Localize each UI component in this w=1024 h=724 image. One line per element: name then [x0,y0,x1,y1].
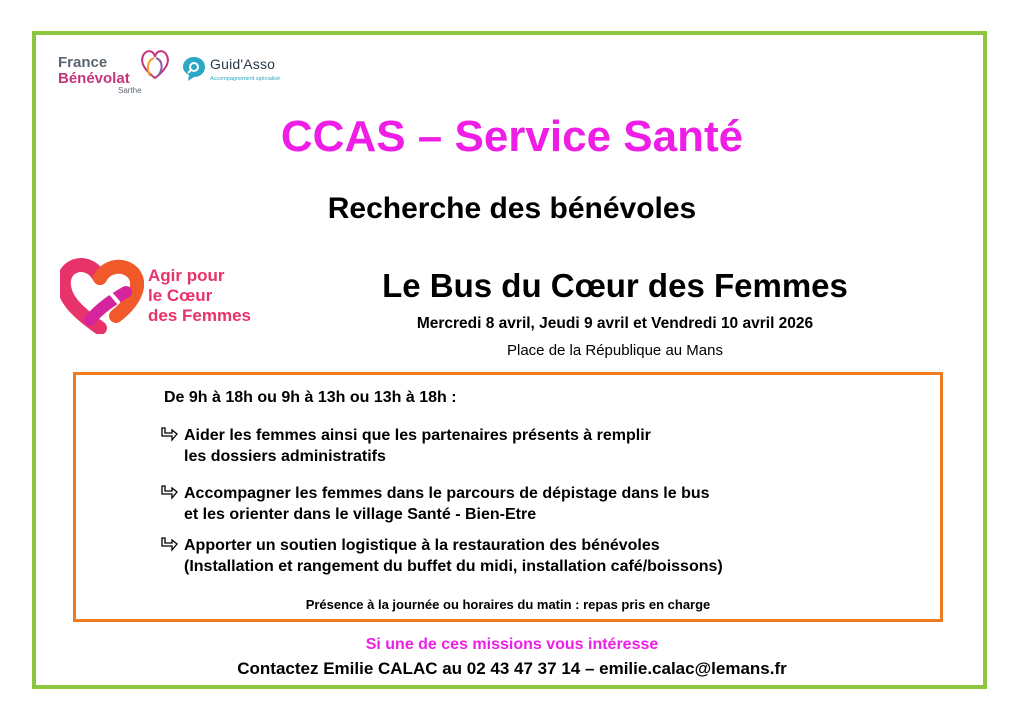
mission-item [160,483,710,525]
mission-line-continued: les dossiers administratifs [184,448,386,465]
page-title: CCAS – Service Santé [280,112,744,161]
speech-bubble-search-icon [182,56,206,82]
heart-swirl-icon [138,46,172,82]
missions-hours: De 9h à 18h ou 9h à 13h ou 13h à 18h : [164,389,457,406]
france-benevolat-logo [50,44,180,102]
missions-note: Présence à la journée ou horaires du matin : repas pris en charge [305,597,711,612]
mission-line: Accompagner les femmes dans le parcours de dépistage dans le bus [184,485,710,502]
event-place: Place de la République au Mans [507,342,723,359]
page-subtitle: Recherche des bénévoles [327,192,697,225]
mission-line-continued: et les orienter dans le village Santé - Bien-Etre [184,506,537,523]
contact-details[interactable]: Contactez Emilie CALAC au 02 43 47 37 14 – emilie.calac@lemans.fr [237,659,787,678]
logo-text-region: Sarthe [118,86,142,95]
mission-line: Aider les femmes ainsi que les partenaires présents à remplir [184,427,651,444]
heart-ribbon-icon [60,258,144,334]
agir-logo-text: Agir pour le Cœur des Femmes [148,266,251,325]
logo-text-france: France [58,54,108,71]
agir-coeur-femmes-logo [60,258,280,338]
arrow-bullet-icon [160,426,178,442]
mission-line: Apporter un soutien logistique à la restauration des bénévoles [184,537,660,554]
mission-line-continued: (Installation et rangement du buffet du midi, installation café/boissons) [184,558,723,575]
guid-asso-logo [182,54,312,94]
event-dates: Mercredi 8 avril, Jeudi 9 avril et Vendredi 10 avril 2026 [416,315,814,332]
arrow-bullet-icon [160,536,178,552]
logo-text-guid-asso: Guid'Asso [210,56,276,72]
mission-item [160,425,651,467]
logo-text-benevolat: Bénévolat [58,70,130,87]
contact-invite: Si une de ces missions vous intéresse [365,636,659,653]
event-name: Le Bus du Cœur des Femmes [382,267,848,304]
logo-tagline: Accompagnement spécialisé [210,76,281,82]
arrow-bullet-icon [160,484,178,500]
missions-box [73,372,943,622]
mission-item [160,535,723,577]
